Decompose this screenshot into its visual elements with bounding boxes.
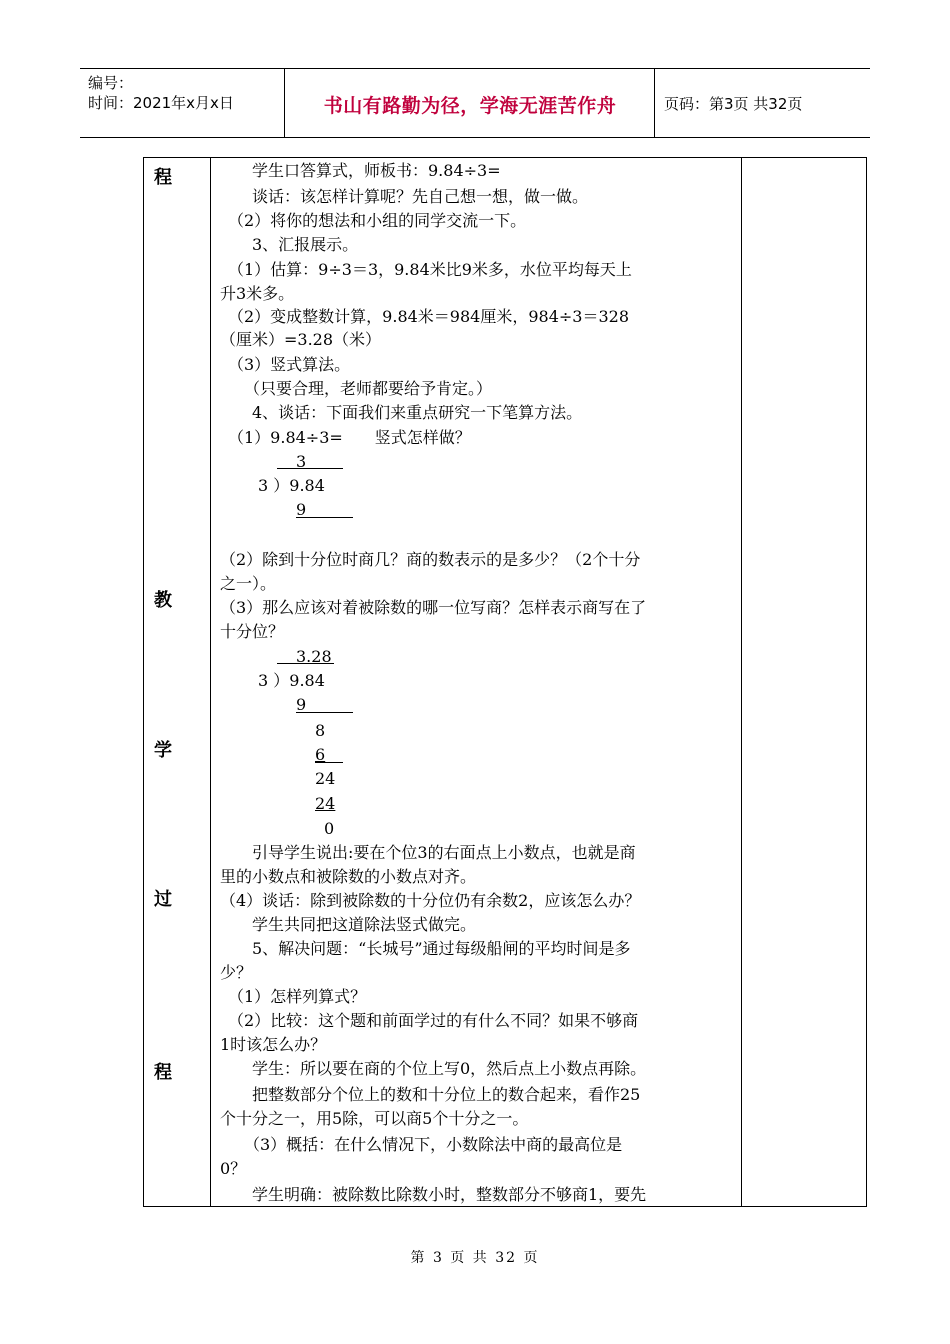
division-bar	[296, 517, 353, 518]
division-bar	[277, 468, 343, 469]
text-line: 0？	[220, 1159, 247, 1178]
division-step: 24	[315, 769, 336, 788]
division-expression: 3 ）9.84	[258, 671, 325, 690]
side-label: 过	[154, 889, 172, 910]
text-line: 引导学生说出:要在个位3的右面点上小数点，也就是商	[220, 843, 636, 862]
text-line: 学生明确：被除数比除数小时，整数部分不够商1，要先	[220, 1185, 647, 1204]
text-line: （3）概括：在什么情况下，小数除法中商的最高位是	[220, 1135, 623, 1154]
text-line: 4、谈话：下面我们来重点研究一下笔算方法。	[220, 403, 583, 422]
text-line: （2）比较：这个题和前面学过的有什么不同？如果不够商	[220, 1011, 639, 1030]
text-line: 之一）。	[220, 574, 277, 593]
division-quotient: 3.28	[296, 647, 332, 666]
text-line: （4）谈话：除到被除数的十分位仍有余数2，应该怎么办？	[220, 891, 641, 910]
text-line: 谈话：该怎样计算呢？先自己想一想，做一做。	[220, 187, 589, 206]
text-line: （3）那么应该对着被除数的哪一位写商？怎样表示商写在了	[220, 598, 647, 617]
division-step: 9	[296, 500, 307, 519]
division-step: 24	[315, 794, 336, 813]
text-line: 十分位？	[220, 622, 285, 641]
text-line: （2）将你的想法和小组的同学交流一下。	[220, 211, 527, 230]
page-info: 页码：第3页 共32页	[664, 95, 803, 113]
text-line: （1）估算：9÷3＝3，9.84米比9米多，水位平均每天上	[220, 260, 632, 279]
column-divider	[741, 158, 742, 1206]
side-label: 教	[154, 590, 172, 611]
text-line: 学生口答算式，师板书：9.84÷3=	[220, 161, 501, 180]
division-bar	[315, 762, 343, 763]
text-line: （2）除到十分位时商几？商的数表示的是多少？（2个十分	[220, 550, 641, 569]
text-line: （只要合理，老师都要给予肯定。）	[220, 379, 493, 398]
text-line: （3）竖式算法。	[220, 355, 351, 374]
division-expression: 3 ）9.84	[258, 476, 325, 495]
page-footer: 第 3 页 共 32 页	[410, 1250, 540, 1266]
text-line: 5、解决问题：“长城号”通过每级船闸的平均时间是多	[220, 939, 631, 958]
division-step: 0	[324, 819, 335, 838]
text-line: 少？	[220, 963, 253, 982]
side-label: 程	[154, 1062, 172, 1083]
text-line: （1）怎样列算式？	[220, 987, 367, 1006]
text-line: （厘米）=3.28（米）	[220, 330, 382, 349]
text-line: （1）9.84÷3= 竖式怎样做？	[220, 428, 471, 447]
division-step: 8	[315, 721, 326, 740]
division-step: 6	[315, 745, 326, 764]
number-label: 编号：	[88, 74, 134, 92]
page-header	[80, 68, 870, 138]
side-label: 程	[154, 167, 172, 188]
text-line: 把整数部分个位上的数和十分位上的数合起来，看作25	[220, 1085, 641, 1104]
division-step: 9	[296, 695, 307, 714]
text-line: 1时该怎么办？	[220, 1035, 327, 1054]
motto: 书山有路勤为径，学海无涯苦作舟	[323, 95, 617, 117]
text-line: 3、汇报展示。	[220, 235, 359, 254]
header-meta	[88, 73, 234, 113]
header-divider	[654, 69, 655, 137]
division-quotient: 3	[296, 452, 307, 471]
text-line: 升3米多。	[220, 284, 295, 303]
side-label: 学	[154, 740, 172, 761]
time-label: 时间：2021年x月x日	[88, 94, 234, 112]
division-bar	[277, 663, 334, 664]
column-divider	[210, 158, 211, 1206]
division-bar	[296, 712, 353, 713]
text-line: 里的小数点和被除数的小数点对齐。	[220, 867, 477, 886]
text-line: （2）变成整数计算，9.84米＝984厘米，984÷3＝328	[220, 307, 630, 326]
text-line: 学生共同把这道除法竖式做完。	[220, 915, 477, 934]
text-line: 个十分之一，用5除，可以商5个十分之一。	[220, 1109, 529, 1128]
text-line: 学生：所以要在商的个位上写0，然后点上小数点再除。	[220, 1059, 647, 1078]
